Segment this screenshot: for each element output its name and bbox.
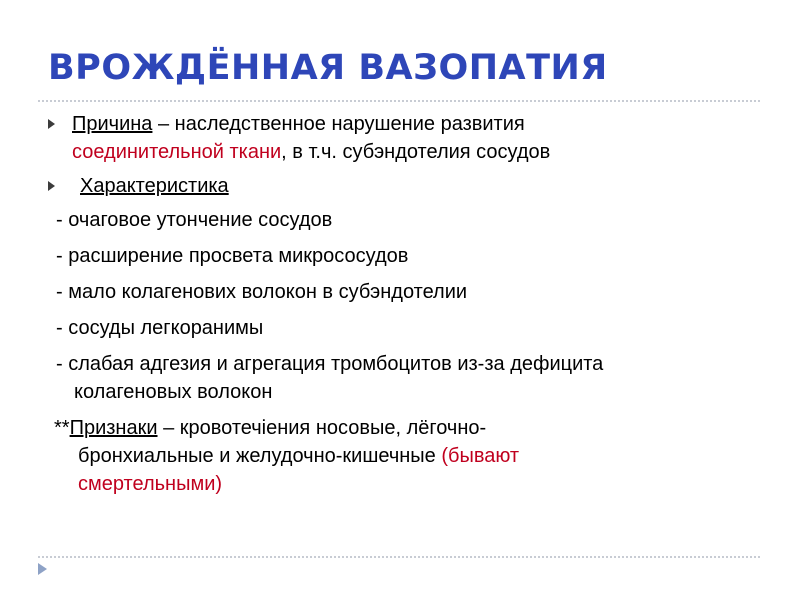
signs-line-1 — [54, 414, 758, 442]
signs-line-2 — [54, 442, 758, 470]
signs-text: – кровотечіения носовые, лёгочно- — [157, 417, 487, 439]
slide-body — [48, 110, 758, 498]
list-item: - сосуды легкоранимы — [56, 317, 264, 339]
signs-highlight-b: смертельными) — [78, 473, 223, 495]
cause-text-end: , в т.ч. субэндотелия сосудов — [281, 141, 551, 163]
list-item-text-continued: колагеновых волокон — [74, 381, 273, 403]
signs-term: Признаки — [69, 417, 158, 439]
list-item: - мало колагенових волокон в субэндотелии — [56, 281, 468, 303]
cause-term: Причина — [72, 113, 153, 135]
triangle-right-icon — [48, 181, 55, 191]
triangle-right-icon — [48, 119, 55, 129]
list-item — [48, 350, 758, 406]
bullet-cause — [48, 110, 758, 166]
bullet-characteristics — [48, 172, 758, 200]
bottom-divider — [38, 556, 760, 558]
signs-highlight-a: (бывают — [441, 445, 520, 467]
slide-title: ВРОЖДЁННАЯ ВАЗОПАТИЯ — [48, 48, 608, 88]
cause-line-1 — [72, 110, 758, 138]
list-item: - расширение просвета микрососудов — [56, 245, 409, 267]
signs-prefix: ** — [54, 417, 70, 439]
signs-text-b: бронхиальные и желудочно-кишечные — [78, 445, 442, 467]
cause-text: – наследственное нарушение развития — [152, 113, 525, 135]
top-divider — [38, 100, 760, 102]
list-item-text: - слабая адгезия и агрегация тромбоцитов из-за дефицита — [56, 353, 604, 375]
signs-paragraph — [48, 414, 758, 498]
characteristics-term: Характеристика — [80, 175, 229, 197]
nav-arrow-icon[interactable] — [38, 563, 47, 575]
cause-highlight: соединительной ткани — [72, 141, 282, 163]
cause-line-2 — [72, 138, 758, 166]
list-item: - очаговое утончение сосудов — [56, 209, 333, 231]
